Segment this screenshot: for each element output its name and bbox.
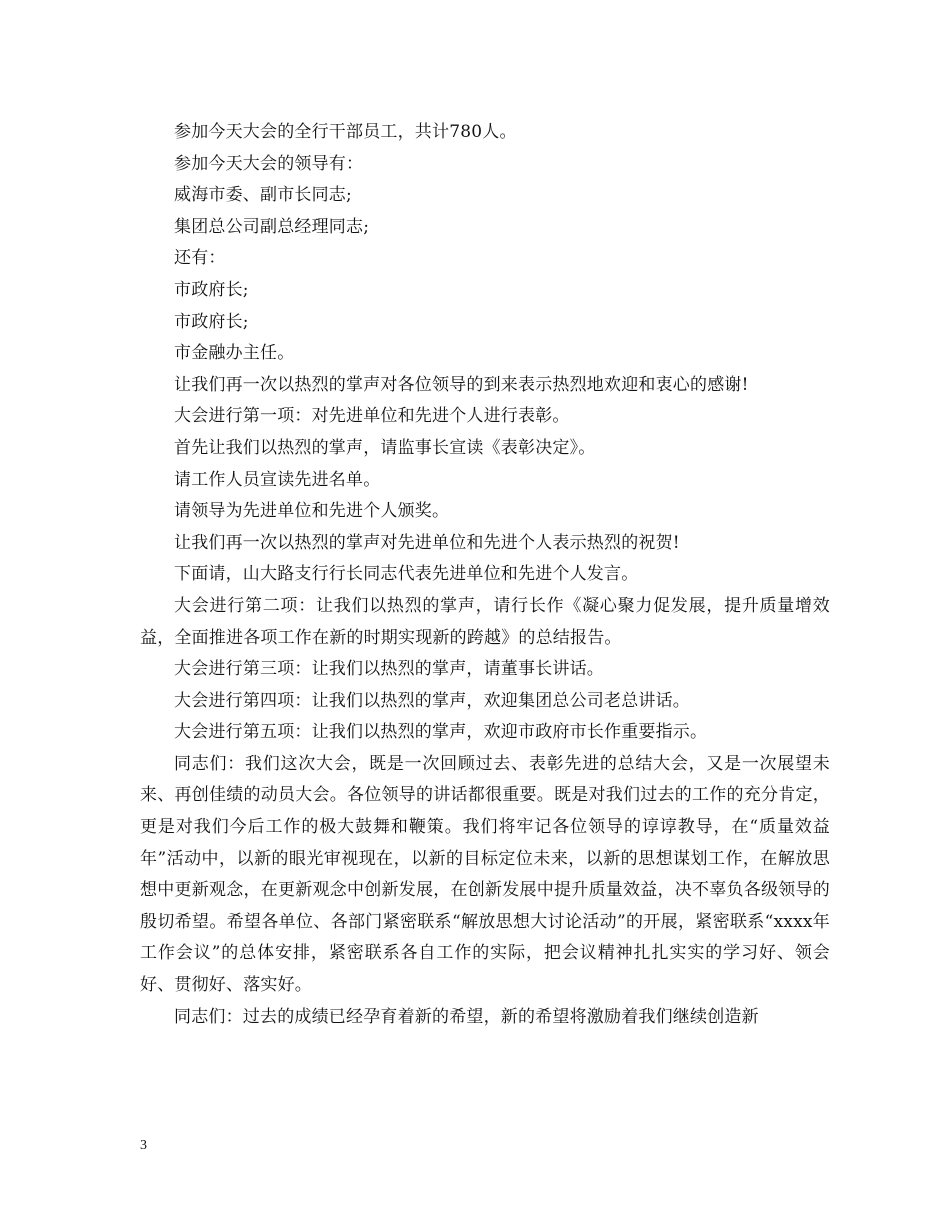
paragraph-attendees: 参加今天大会的全行干部员工，共计780人。: [174, 122, 517, 142]
paragraph-item-5: 大会进行第五项：让我们以热烈的掌声，欢迎市政府市长作重要指示。: [174, 722, 708, 743]
paragraph-item-4: 大会进行第四项：让我们以热烈的掌声，欢迎集团总公司老总讲话。: [174, 690, 690, 711]
paragraph-leaders-intro: 参加今天大会的领导有：: [174, 153, 364, 174]
paragraph-leader-3: 市政府长;: [174, 279, 249, 300]
paragraph-welcome: 让我们再一次以热烈的掌声对各位领导的到来表示热烈地欢迎和衷心的感谢!: [174, 374, 749, 395]
document-body: [140, 117, 830, 1033]
page-number: 3: [140, 1138, 147, 1153]
paragraph-leader-4: 市政府长;: [174, 311, 249, 332]
paragraph-closing-2: 同志们：过去的成绩已经孕育着新的希望，新的希望将激励着我们继续创造新: [174, 1006, 759, 1027]
paragraph-list: 请工作人员宣读先进名单。: [174, 469, 381, 490]
paragraph-decision: 首先让我们以热烈的掌声，请监事长宣读《表彰决定》。: [174, 437, 596, 458]
paragraph-item-2: 大会进行第二项：让我们以热烈的掌声，请行长作《凝心聚力促发展，提升质量增效益，全面推进各项工作在新的时期实现新的跨越》的总结报告。: [140, 595, 830, 648]
paragraph-leader-5: 市金融办主任。: [174, 343, 295, 364]
paragraph-congrats: 让我们再一次以热烈的掌声对先进单位和先进个人表示热烈的祝贺!: [174, 532, 680, 553]
paragraph-item-3: 大会进行第三项：让我们以热烈的掌声，请董事长讲话。: [174, 659, 604, 680]
paragraph-item-1: 大会进行第一项：对先进单位和先进个人进行表彰。: [174, 406, 570, 427]
paragraph-awards: 请领导为先进单位和先进个人颁奖。: [174, 501, 450, 522]
paragraph-also: 还有：: [174, 248, 226, 269]
paragraph-leader-1: 威海市委、副市长同志;: [174, 185, 352, 206]
paragraph-speech-rep: 下面请，山大路支行行长同志代表先进单位和先进个人发言。: [174, 564, 639, 585]
paragraph-leader-2: 集团总公司副总经理同志;: [174, 216, 370, 237]
paragraph-closing-1: 同志们：我们这次大会，既是一次回顾过去、表彰先进的总结大会，又是一次展望未来、再创佳绩的动员大会。各位领导的讲话都很重要。既是对我们过去的工作的充分肯定，更是对我们今后工作的极大鼓舞和鞭策。我们将牢记各位领导的谆谆教导，在“质量效益年”活动中，以新的眼光审视现在，以新的目标定位未来，以新的思想谋划工作，在解放思想中更新观念，在更新观念中创新发展，在创新发展中提升质量效益，决不辜负各级领导的殷切希望。希望各单位、各部门紧密联系“解放思想大讨论活动”的开展，紧密联系“xxxx年工作会议”的总体安排，紧密联系各自工作的实际，把会议精神扎扎实实的学习好、领会好、贯彻好、落实好。: [140, 753, 830, 996]
